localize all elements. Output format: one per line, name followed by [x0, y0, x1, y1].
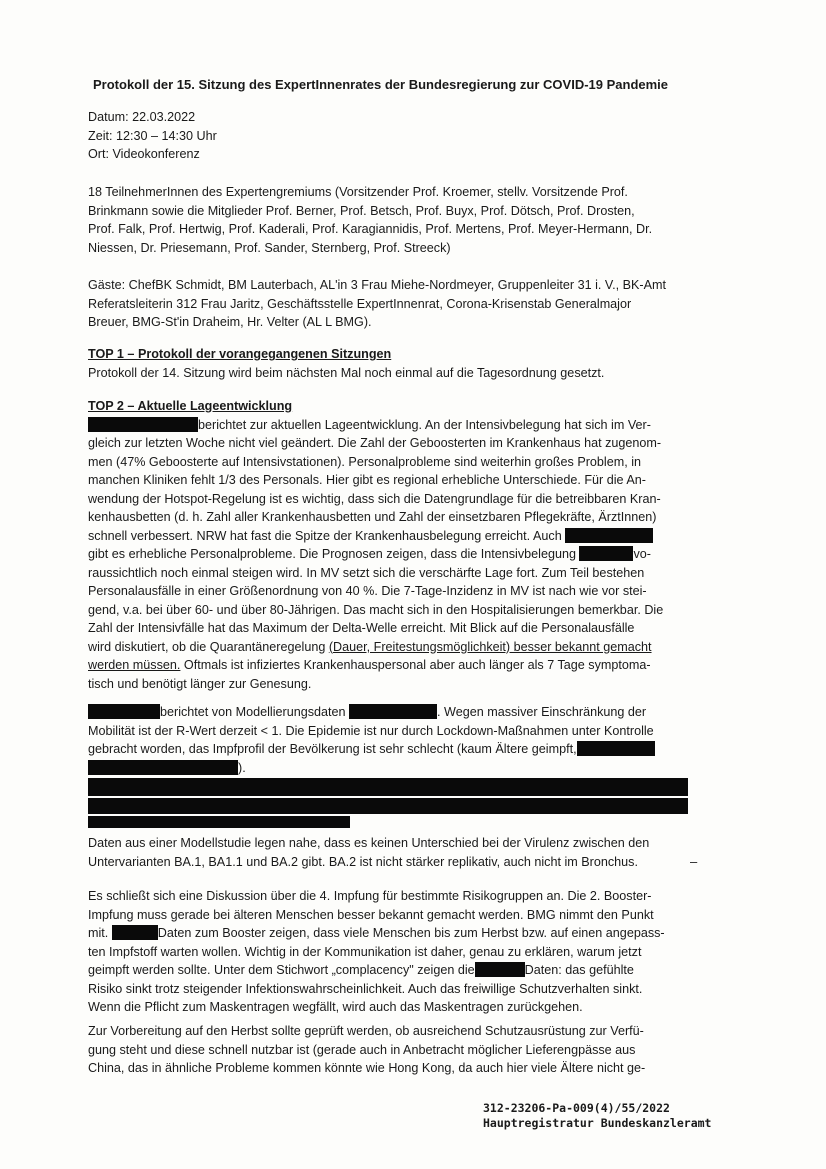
- participants-line: Niessen, Dr. Priesemann, Prof. Sander, Sternberg, Prof. Streeck): [88, 240, 451, 255]
- variants-paragraph: [88, 834, 700, 871]
- paragraph-line: Personalausfälle in einer Größenordnung von 40 %. Die 7-Tage-Inzidenz in MV ist nach wie vor stei-: [88, 584, 647, 598]
- paragraph-line: wird diskutiert, ob die Quarantäneregelung (Dauer, Freitestungsmöglichkeit) besser bekannt gemacht: [88, 639, 652, 654]
- paragraph-line: Zahl der Intensivfälle hat das Maximum der Delta-Welle erreicht. Mit Blick auf die Personalausfälle: [88, 621, 635, 635]
- paragraph-line: kenhausbetten (d. h. Zahl aller Krankenhausbetten und Zahl der einsetzbaren Pflegekräfte, ÄrztInnen): [88, 510, 657, 524]
- underlined-text: (Dauer, Freitestungsmöglichkeit) besser bekannt gemacht: [328, 639, 652, 654]
- participants-line: Prof. Falk, Prof. Hertwig, Prof. Kaderali, Prof. Karagiannidis, Prof. Mertens, Prof. Meyer-Hermann, Dr.: [88, 222, 653, 236]
- redaction-block: [112, 925, 158, 940]
- paragraph-line: tisch und benötigt länger zur Genesung.: [88, 676, 312, 691]
- paragraph-line: men (47% Geboosterte auf Intensivstationen). Personalprobleme sind weiterhin großes Problem, in: [88, 454, 642, 469]
- redaction-block: [88, 778, 688, 796]
- underlined-text: werden müssen.: [88, 658, 181, 672]
- redaction-block: [88, 816, 350, 828]
- paragraph-line: gleich zur letzten Woche nicht viel geändert. Die Zahl der Geboosterten im Krankenhaus hat zugenom-: [88, 436, 662, 450]
- paragraph-line: ).: [88, 759, 700, 778]
- redaction-block: [88, 417, 198, 432]
- redaction-block: [577, 741, 655, 756]
- paragraph-line: wendung der Hotspot-Regelung ist es wichtig, dass sich die Datengrundlage für die betreibbaren Kran-: [88, 491, 661, 506]
- redaction-block: [565, 528, 653, 543]
- paragraph-line: China, das in ähnliche Probleme kommen könnte wie Hong Kong, da auch hier viele Ältere nicht ge-: [88, 1061, 646, 1075]
- redaction-block: [88, 760, 238, 775]
- paragraph-line: Daten aus einer Modellstudie legen nahe, dass es keinen Unterschied bei der Virulenz zwischen den: [88, 836, 650, 850]
- paragraph-line: berichtet zur aktuellen Lageentwicklung. An der Intensivbelegung hat sich im Ver-: [88, 416, 700, 435]
- redaction-block: [88, 798, 688, 814]
- registry-number: 312-23206-Pa-009(4)/55/2022: [483, 1101, 670, 1115]
- paragraph-line: Mobilität ist der R-Wert derzeit < 1. Die Epidemie ist nur durch Lockdown-Maßnahmen unter Kontrolle: [88, 723, 654, 738]
- document-title: Protokoll der 15. Sitzung des ExpertInnenrates der Bundesregierung zur COVID-19 Pandemie: [93, 77, 669, 92]
- meeting-time: Zeit: 12:30 – 14:30 Uhr: [88, 128, 217, 143]
- paragraph-line: mit. Daten zum Booster zeigen, dass viele Menschen bis zum Herbst bzw. auf einen angepass-: [88, 926, 665, 940]
- guests-line: Referatsleiterin 312 Frau Jaritz, Geschäftsstelle ExpertInnenrat, Corona-Krisenstab Generalmajor: [88, 296, 632, 311]
- guests-paragraph: [88, 276, 700, 332]
- meeting-meta: [88, 108, 700, 164]
- autumn-paragraph: [88, 1022, 700, 1078]
- guests-line: Breuer, BMG-St'in Draheim, Hr. Velter (AL L BMG).: [88, 315, 372, 329]
- paragraph-line: gend, v.a. bei über 60- und über 80-Jährigen. Das macht sich in den Hospitalisierungen bemerkbar. Die: [88, 602, 664, 617]
- top2-section: [88, 397, 700, 693]
- paragraph-line: Wenn die Pflicht zum Maskentragen wegfällt, wird auch das Maskentragen zurückgehen.: [88, 1000, 583, 1014]
- participants-line: Brinkmann sowie die Mitglieder Prof. Berner, Prof. Betsch, Prof. Buyx, Prof. Dötsch, Prof. Drosten,: [88, 203, 635, 218]
- meeting-location: Ort: Videokonferenz: [88, 147, 200, 161]
- margin-dash: –: [690, 854, 698, 869]
- paragraph-line: gebracht worden, das Impfprofil der Bevölkerung ist sehr schlecht (kaum Ältere geimpft,: [88, 740, 700, 759]
- top2-heading: TOP 2 – Aktuelle Lageentwicklung: [88, 399, 293, 413]
- redaction-block: [579, 546, 633, 561]
- registry-stamp: [483, 1101, 711, 1131]
- guests-line: Gäste: ChefBK Schmidt, BM Lauterbach, AL'in 3 Frau Miehe-Nordmeyer, Gruppenleiter 31 i. V., BK-Amt: [88, 278, 667, 292]
- top1-section: [88, 345, 700, 382]
- paragraph-line: Zur Vorbereitung auf den Herbst sollte geprüft werden, ob ausreichend Schutzausrüstung zur Verfü-: [88, 1024, 644, 1038]
- paragraph-line: Untervarianten BA.1, BA1.1 und BA.2 gibt. BA.2 ist nicht stärker replikativ, auch nicht im Bronchus.: [88, 854, 638, 869]
- meeting-date: Datum: 22.03.2022: [88, 110, 196, 124]
- booster-paragraph: [88, 887, 700, 1017]
- paragraph-line: gibt es erhebliche Personalprobleme. Die Prognosen zeigen, dass die Intensivbelegung vo-: [88, 547, 651, 561]
- paragraph-line: manchen Kliniken fehlt 1/3 des Personals. Hier gibt es regional erhebliche Unterschiede. Für die An-: [88, 473, 646, 487]
- paragraph-line: Es schließt sich eine Diskussion über die 4. Impfung für bestimmte Risikogruppen an. Die 2. Booster-: [88, 889, 652, 903]
- paragraph-line: gung steht und diese schnell nutzbar ist (gerade auch in Anbetracht möglicher Lieferengpässe aus: [88, 1042, 636, 1057]
- paragraph-line: berichtet von Modellierungsdaten . Wegen massiver Einschränkung der: [88, 703, 700, 722]
- paragraph-line: schnell verbessert. NRW hat fast die Spitze der Krankenhausbelegung erreicht. Auch: [88, 527, 700, 546]
- modelling-paragraph: [88, 703, 700, 828]
- top1-heading: TOP 1 – Protokoll der vorangegangenen Sitzungen: [88, 347, 392, 361]
- redaction-block: [349, 704, 437, 719]
- redaction-block: [88, 704, 160, 719]
- paragraph-line: raussichtlich noch einmal steigen wird. In MV setzt sich die verschärfte Lage fort. Zum Teil bestehen: [88, 565, 645, 580]
- paragraph-line: Risiko sinkt trotz steigender Infektionswahrscheinlichkeit. Auch das freiwillige Schutzverhalten sinkt.: [88, 981, 643, 996]
- redaction-block: [475, 962, 525, 977]
- registry-office: Hauptregistratur Bundeskanzleramt: [483, 1116, 712, 1130]
- paragraph-line: ten Impfstoff warten wollen. Wichtig in der Kommunikation ist daher, genau zu erklären, warum jetzt: [88, 944, 642, 959]
- top1-text: Protokoll der 14. Sitzung wird beim nächsten Mal noch einmal auf die Tagesordnung gesetzt.: [88, 365, 605, 380]
- paragraph-line: geimpft werden sollte. Unter dem Stichwort „complacency" zeigen die Daten: das gefühlte: [88, 963, 634, 977]
- participants-paragraph: [88, 183, 700, 257]
- paragraph-line: werden müssen. Oftmals ist infiziertes Krankenhauspersonal aber auch länger als 7 Tage symptoma-: [88, 658, 651, 672]
- participants-line: 18 TeilnehmerInnen des Expertengremiums (Vorsitzender Prof. Kroemer, stellv. Vorsitzende Prof.: [88, 185, 628, 199]
- paragraph-line: Impfung muss gerade bei älteren Menschen besser bekannt gemacht werden. BMG nimmt den Punkt: [88, 907, 654, 922]
